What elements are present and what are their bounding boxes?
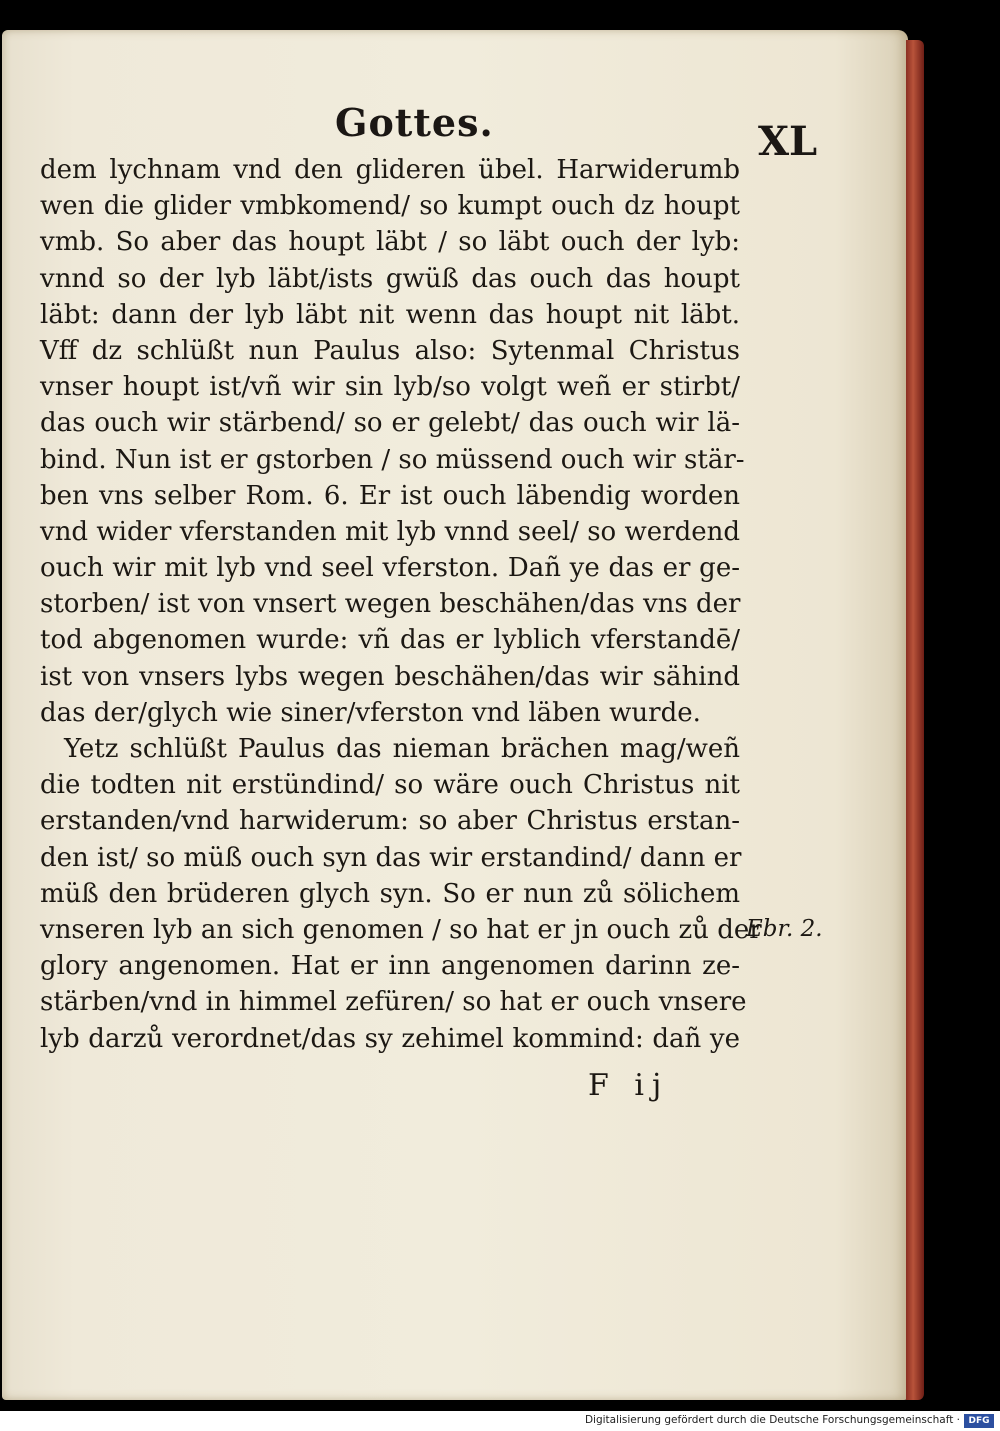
text-line: ist von vnsers lybs wegen beschähen/das wir sähind (40, 661, 740, 692)
text-line: die todten nit erstündind/ so wäre ouch Christus nit (40, 770, 740, 801)
text-line: lyb darzů verordnet/das sy zehimel kommind: dañ ye (40, 1023, 740, 1054)
text-line: Vff dz schlüßt nun Paulus also: Sytenmal Christus (40, 335, 740, 366)
signature-mark: F ij (588, 1068, 670, 1103)
dfg-logo: DFG (964, 1414, 994, 1428)
text-line: tod abgenomen wurde: vñ das er lyblich vferstandē/ (40, 625, 740, 656)
text-line: glory angenomen. Hat er inn angenomen darinn ze- (40, 951, 740, 982)
text-line: das ouch wir stärbend/ so er gelebt/ das ouch wir lä- (40, 408, 740, 439)
text-line: ouch wir mit lyb vnd seel vferston. Dañ ye das er ge- (40, 553, 740, 584)
text-line: bind. Nun ist er gstorben / so müssend ouch wir stär- (40, 444, 745, 475)
text-line: Yetz schlüßt Paulus das nieman brächen mag/weñ (64, 734, 740, 764)
footer-bar (0, 1411, 1000, 1431)
text-line: erstanden/vnd harwiderum: so aber Christus erstan- (40, 806, 740, 837)
text-line: vnseren lyb an sich genomen / so hat er jn ouch zů der (40, 914, 762, 945)
marginal-note: Ebr. 2. (746, 916, 823, 942)
book-edge (906, 40, 924, 1400)
text-line: vnd wider vferstanden mit lyb vnnd seel/ so werdend (40, 516, 740, 547)
text-line: den ist/ so müß ouch syn das wir erstandind/ dann er (40, 842, 742, 873)
text-line: vnnd so der lyb läbt/ists gwüß das ouch das houpt (40, 263, 740, 294)
text-line: dem lychnam vnd den glideren übel. Harwiderumb (40, 155, 740, 185)
footer-credit: Digitalisierung gefördert durch die Deutsche Forschungsgemeinschaft · (584, 1414, 960, 1426)
text-line: wen die glider vmbkomend/ so kumpt ouch dz houpt (40, 191, 740, 222)
folio-number: XL (758, 118, 818, 165)
running-head: Gottes. (335, 100, 494, 145)
text-line: läbt: dann der lyb läbt nit wenn das houpt nit läbt. (40, 299, 740, 330)
text-line: müß den brüderen glych syn. So er nun zů sölichem (40, 878, 740, 909)
text-line: vmb. So aber das houpt läbt / so läbt ouch der lyb: (40, 227, 740, 258)
body-text (40, 152, 762, 1057)
text-line: vnser houpt ist/vñ wir sin lyb/so volgt weñ er stirbt/ (40, 372, 740, 403)
text-line: ben vns selber Rom. 6. Er ist ouch läbendig worden (40, 480, 740, 511)
text-line: stärben/vnd in himmel zefüren/ so hat er ouch vnsere (40, 987, 747, 1018)
text-line: storben/ ist von vnsert wegen beschähen/das vns der (40, 589, 741, 620)
text-line: das der/glych wie siner/vferston vnd läben wurde. (40, 697, 701, 728)
